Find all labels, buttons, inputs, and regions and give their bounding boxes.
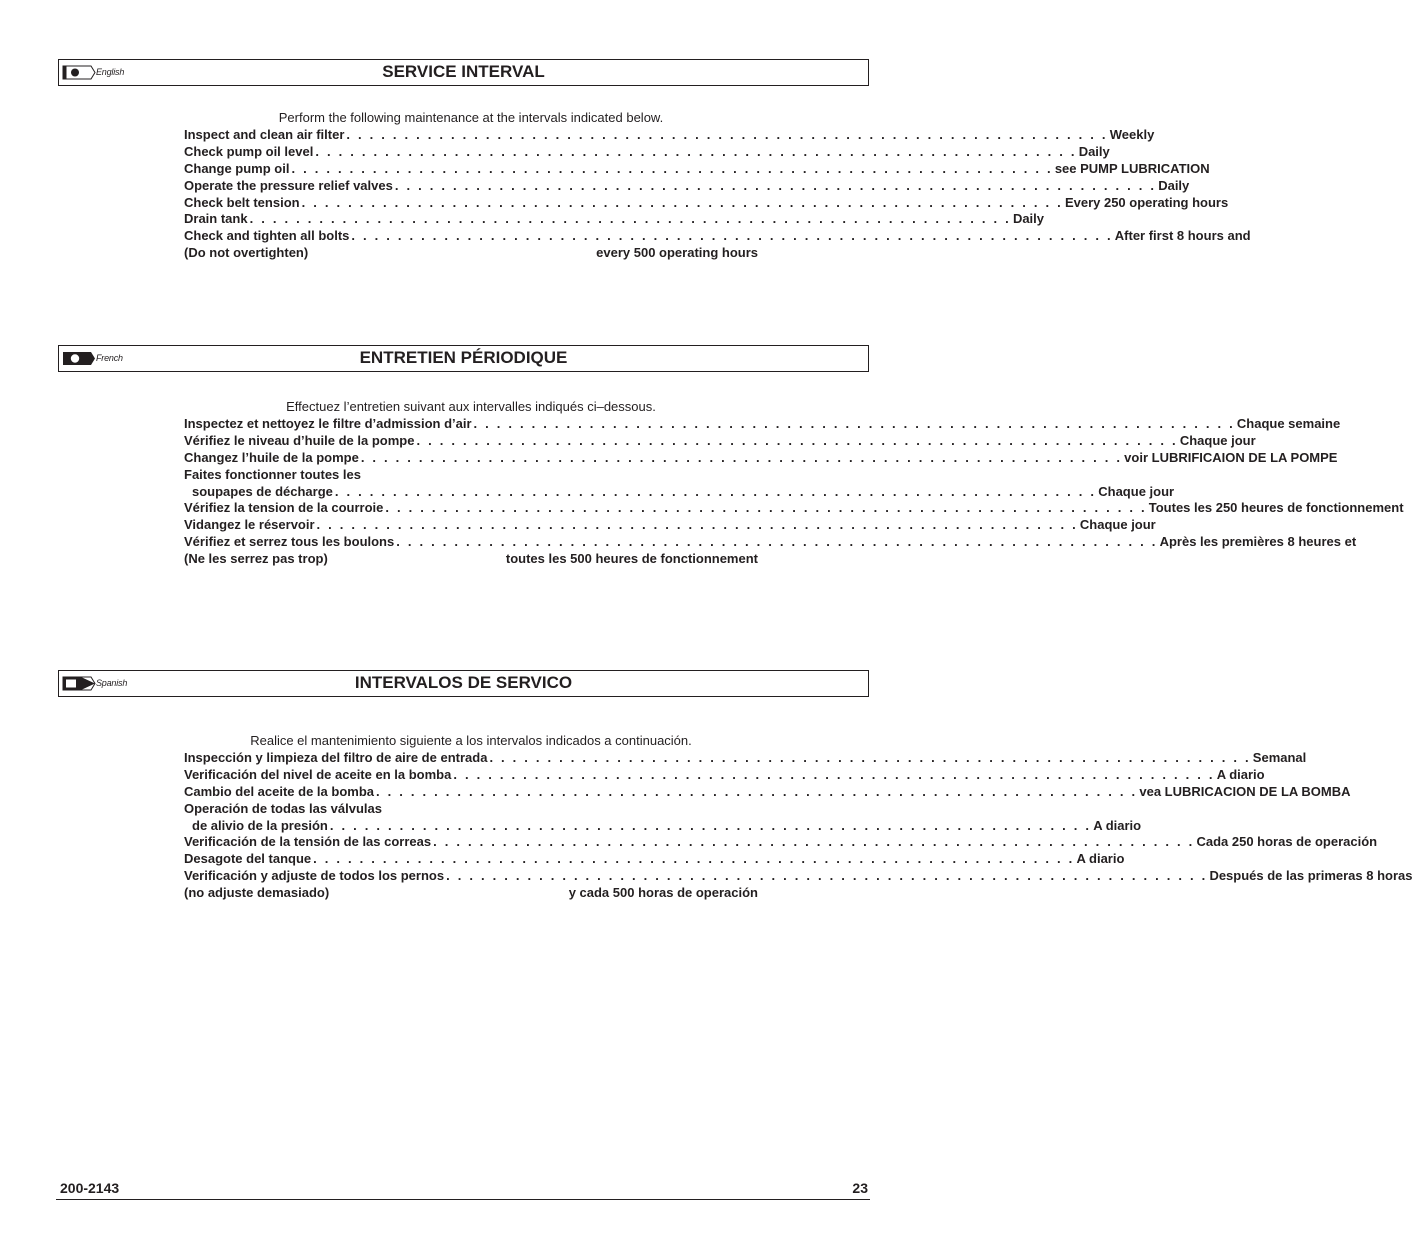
interval-value: Cada 250 horas de operación (1196, 834, 1378, 850)
interval-value: A diario (1093, 817, 1142, 833)
list-item (184, 245, 758, 262)
section-header-french (58, 345, 869, 372)
list-item (184, 551, 758, 568)
list-item: Changez l’huile de la pompe . . . . . . . . . . . . . . . . . . . . . . . . . . . . . . . . . . . . . . . . . . . . . . . . . . . . . . . . . . . . . . . . . . voir LUBRIFICAION DE LA POMPE (184, 449, 1338, 465)
task-label: Vidangez le réservoir (184, 517, 315, 533)
task-label: Vérifiez le niveau d’huile de la pompe (184, 432, 415, 448)
task-label: Vérifiez et serrez tous les boulons (184, 534, 395, 550)
section-header-spanish (58, 670, 869, 697)
list-item: Check belt tension . . . . . . . . . . . . . . . . . . . . . . . . . . . . . . . . . . . . . . . . . . . . . . . . . . . . . . . . . . . . . . . . . . Every 250 operating hours (184, 194, 1229, 210)
list-item: Verificación del nivel de aceite en la bomba . . . . . . . . . . . . . . . . . . . . . . . . . . . . . . . . . . . . . . . . . . . . . . . . . . . . . . . . . . . . . . . . . . A diario (184, 766, 1265, 782)
list-item: Drain tank . . . . . . . . . . . . . . . . . . . . . . . . . . . . . . . . . . . . . . . . . . . . . . . . . . . . . . . . . . . . . . . . . . Daily (184, 211, 1045, 227)
interval-value: Chaque jour (1079, 517, 1156, 533)
list-item: Vérifiez la tension de la courroie . . . . . . . . . . . . . . . . . . . . . . . . . . . . . . . . . . . . . . . . . . . . . . . . . . . . . . . . . . . . . . . . . . Toutes les 250 heures de fonctionnement (184, 500, 1404, 516)
task-label: Desagote del tanque (184, 851, 312, 867)
list-item: Check pump oil level . . . . . . . . . . . . . . . . . . . . . . . . . . . . . . . . . . . . . . . . . . . . . . . . . . . . . . . . . . . . . . . . . . Daily (184, 143, 1110, 159)
task-label: Inspect and clean air filter (184, 127, 345, 142)
task-label: Operate the pressure relief valves (184, 177, 393, 193)
interval-value: voir LUBRIFICAION DE LA POMPE (1124, 449, 1338, 465)
section-header-english (58, 59, 869, 86)
footer-divider (56, 1199, 870, 1200)
list-item: Inspectez et nettoyez le filtre d’admission d’air . . . . . . . . . . . . . . . . . . . . . . . . . . . . . . . . . . . . . . . . . . . . . . . . . . . . . . . . . . . . . . . . . . Chaque semaine (184, 416, 1341, 431)
interval-value: Weekly (1109, 127, 1155, 142)
list-item (184, 467, 758, 484)
list-item: Verificación de la tensión de las correas . . . . . . . . . . . . . . . . . . . . . . . . . . . . . . . . . . . . . . . . . . . . . . . . . . . . . . . . . . . . . . . . . . Cada 250 horas de operación (184, 834, 1378, 850)
interval-value: Toutes les 250 heures de fonctionnement (1148, 500, 1404, 516)
intro-text: Realice el mantenimiento siguiente a los intervalos indicados a continuación. (250, 733, 692, 748)
section-title: ENTRETIEN PÉRIODIQUE (359, 348, 568, 367)
interval-value: Semanal (1252, 750, 1307, 765)
list-item: Cambio del aceite de la bomba . . . . . . . . . . . . . . . . . . . . . . . . . . . . . . . . . . . . . . . . . . . . . . . . . . . . . . . . . . . . . . . . . . vea LUBRICACION DE LA BOMBA (184, 783, 1351, 799)
maintenance-list-spanish (184, 733, 1412, 902)
task-label: Faites fonctionner toutes les (184, 466, 361, 482)
interval-value: Daily (1158, 177, 1190, 193)
language-name: English (96, 67, 125, 77)
list-item: Desagote del tanque . . . . . . . . . . . . . . . . . . . . . . . . . . . . . . . . . . . . . . . . . . . . . . . . . . . . . . . . . . . . . . . . . . A diario (184, 851, 1125, 867)
task-label: Check pump oil level (184, 143, 314, 159)
interval-value: Daily (1078, 143, 1110, 159)
list-item: soupapes de décharge . . . . . . . . . . . . . . . . . . . . . . . . . . . . . . . . . . . . . . . . . . . . . . . . . . . . . . . . . . . . . . . . . . Chaque jour (184, 484, 758, 501)
interval-value: Después de las primeras 8 horas (1209, 868, 1412, 884)
task-label: Changez l’huile de la pompe (184, 449, 359, 465)
maintenance-list-english (184, 110, 1251, 262)
list-item: Vidangez le réservoir . . . . . . . . . . . . . . . . . . . . . . . . . . . . . . . . . . . . . . . . . . . . . . . . . . . . . . . . . . . . . . . . . . Chaque jour (184, 517, 1156, 533)
list-item: Verificación y adjuste de todos los pernos . . . . . . . . . . . . . . . . . . . . . . . . . . . . . . . . . . . . . . . . . . . . . . . . . . . . . . . . . . . . . . . . . . Después de las primeras 8 horas (184, 868, 1412, 884)
interval-value: every 500 operating hours (596, 245, 758, 261)
interval-value: see PUMP LUBRICATION (1054, 160, 1210, 176)
language-name: Spanish (96, 678, 128, 688)
task-label: de alivio de la presión (192, 817, 328, 833)
interval-value: Chaque jour (1179, 432, 1256, 448)
interval-value: A diario (1076, 851, 1125, 867)
page-number: 23 (852, 1180, 868, 1196)
list-item: Inspect and clean air filter . . . . . . . . . . . . . . . . . . . . . . . . . . . . . . . . . . . . . . . . . . . . . . . . . . . . . . . . . . . . . . . . . . Weekly (184, 127, 1155, 142)
list-item: Vérifiez et serrez tous les boulons . . . . . . . . . . . . . . . . . . . . . . . . . . . . . . . . . . . . . . . . . . . . . . . . . . . . . . . . . . . . . . . . . . Après les premières 8 heures et (184, 534, 1357, 550)
document-number: 200-2143 (60, 1180, 120, 1196)
section-title: SERVICE INTERVAL (382, 62, 545, 81)
list-item: Check and tighten all bolts . . . . . . . . . . . . . . . . . . . . . . . . . . . . . . . . . . . . . . . . . . . . . . . . . . . . . . . . . . . . . . . . . . After first 8 hours and (184, 228, 1251, 244)
task-label: Operación de todas las válvulas (184, 800, 382, 816)
interval-value: Daily (1012, 211, 1045, 227)
list-item: Change pump oil . . . . . . . . . . . . . . . . . . . . . . . . . . . . . . . . . . . . . . . . . . . . . . . . . . . . . . . . . . . . . . . . . . see PUMP LUBRICATION (184, 160, 1210, 176)
task-label: (Do not overtighten) (184, 245, 309, 261)
task-label: Verificación y adjuste de todos los pernos (184, 868, 445, 884)
task-label: Vérifiez la tension de la courroie (184, 500, 384, 516)
interval-value: vea LUBRICACION DE LA BOMBA (1139, 783, 1351, 799)
intro-text: Perform the following maintenance at the intervals indicated below. (278, 110, 664, 125)
task-label: Check and tighten all bolts (184, 228, 350, 244)
task-label: Check belt tension (184, 194, 300, 210)
interval-value: Chaque semaine (1236, 416, 1341, 431)
list-item: Vérifiez le niveau d’huile de la pompe . . . . . . . . . . . . . . . . . . . . . . . . . . . . . . . . . . . . . . . . . . . . . . . . . . . . . . . . . . . . . . . . . . Chaque jour (184, 432, 1256, 448)
section-title: INTERVALOS DE SERVICO (354, 673, 573, 692)
task-label: Change pump oil (184, 160, 290, 176)
list-item (184, 885, 758, 902)
task-label: Drain tank (184, 211, 248, 227)
task-label: Verificación de la tensión de las correas (184, 834, 432, 850)
task-label: Verificación del nivel de aceite en la bomba (184, 766, 452, 782)
task-label: Inspección y limpieza del filtro de aire de entrada (184, 750, 488, 765)
list-item (184, 801, 758, 818)
task-label: soupapes de décharge (192, 483, 333, 499)
task-label: (Ne les serrez pas trop) (184, 551, 328, 567)
list-item: de alivio de la presión . . . . . . . . . . . . . . . . . . . . . . . . . . . . . . . . . . . . . . . . . . . . . . . . . . . . . . . . . . . . . . . . . . A diario (184, 818, 758, 835)
task-label: Inspectez et nettoyez le filtre d’admission d’air (184, 416, 472, 431)
interval-value: Après les premières 8 heures et (1159, 534, 1357, 550)
list-item: Inspección y limpieza del filtro de aire de entrada . . . . . . . . . . . . . . . . . . . . . . . . . . . . . . . . . . . . . . . . . . . . . . . . . . . . . . . . . . . . . . . . . . Semanal (184, 750, 1307, 765)
task-label: Cambio del aceite de la bomba (184, 783, 374, 799)
task-label: (no adjuste demasiado) (184, 885, 330, 901)
interval-value: After first 8 hours and (1114, 228, 1251, 244)
list-item: Operate the pressure relief valves . . . . . . . . . . . . . . . . . . . . . . . . . . . . . . . . . . . . . . . . . . . . . . . . . . . . . . . . . . . . . . . . . . Daily (184, 177, 1190, 193)
language-name: French (96, 353, 123, 363)
interval-value: y cada 500 horas de operación (568, 885, 758, 901)
intro-text: Effectuez l’entretien suivant aux intervalles indiqués ci–dessous. (286, 399, 656, 414)
interval-value: toutes les 500 heures de fonctionnement (505, 551, 758, 567)
interval-value: A diario (1216, 766, 1265, 782)
maintenance-list-french (184, 399, 1404, 568)
interval-value: Every 250 operating hours (1064, 194, 1229, 210)
interval-value: Chaque jour (1098, 483, 1175, 499)
